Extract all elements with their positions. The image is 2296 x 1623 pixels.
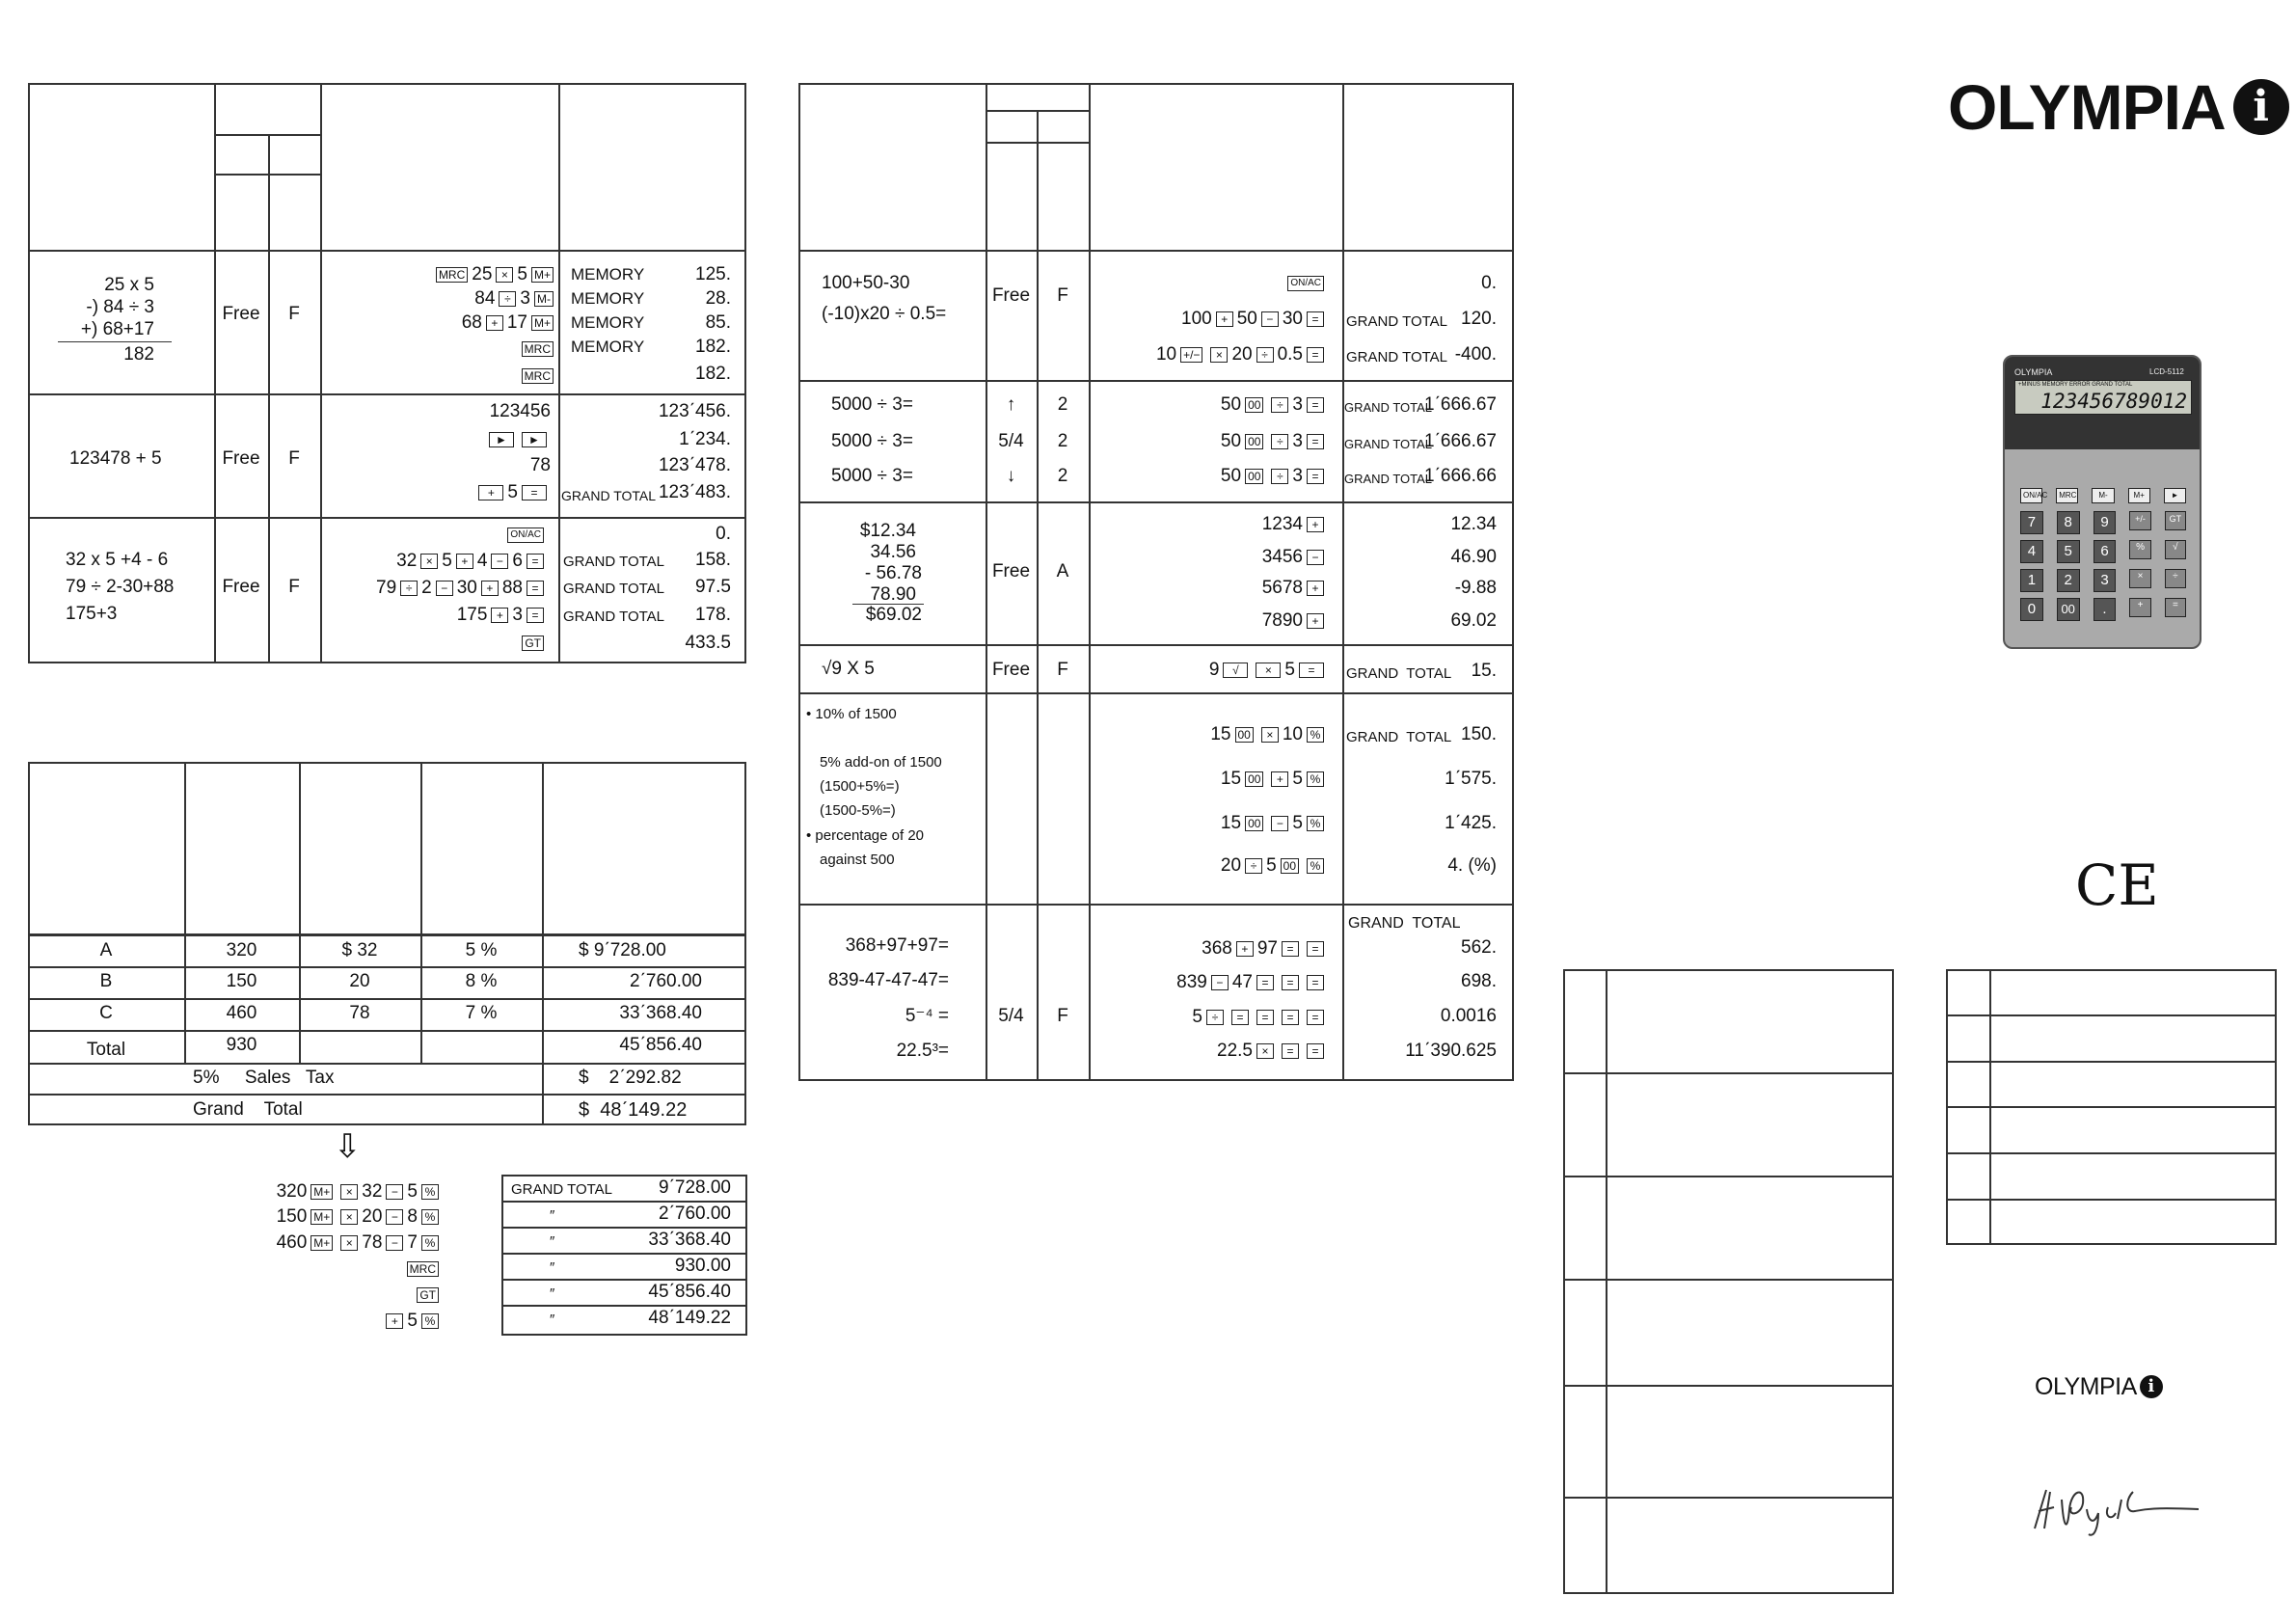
col2-value: Free <box>991 285 1031 306</box>
problem-line: 22.5³= <box>896 1041 949 1061</box>
disp-value: 33ˊ368.40 <box>648 1230 731 1250</box>
problem-line: 32 x 5 +4 - 6 <box>66 550 169 570</box>
problem-line: 34.56 <box>870 542 916 562</box>
disp-label: GRAND TOTAL <box>511 1181 613 1198</box>
col3-value: F <box>288 304 300 324</box>
problem-line: • percentage of 20 <box>806 827 925 844</box>
problem-line: (-10)x20 ÷ 0.5= <box>822 304 947 324</box>
cell: 20 <box>349 971 370 991</box>
calc-key: GT <box>2165 511 2186 530</box>
disp-value: 28. <box>705 288 731 309</box>
cell: C <box>99 1003 113 1023</box>
disp-value: 0. <box>1481 273 1497 293</box>
empty-table-1 <box>1563 969 1894 1594</box>
col2-value: Free <box>222 304 260 324</box>
disp-value: 2ˊ760.00 <box>658 1204 731 1224</box>
op-line: 22.5 × = = <box>1217 1040 1328 1063</box>
disp-value: 45ˊ856.40 <box>648 1282 731 1302</box>
calc-key: ON/AC <box>2020 488 2042 503</box>
op-line: 7890 + <box>1262 609 1328 633</box>
col2-value: Free <box>222 577 260 597</box>
op-line: 5 ÷ = = = = <box>1192 1006 1328 1029</box>
op-line: 320 M+ × 32 − 5 % <box>277 1180 443 1204</box>
op-line: 1234 + <box>1262 513 1328 536</box>
cell: 7 % <box>465 1003 498 1023</box>
problem-result: 182 <box>123 344 154 365</box>
calc-key: = <box>2165 598 2186 617</box>
op-line: 15 00 × 10 % <box>1210 723 1328 746</box>
disp-value: 1ˊ666.67 <box>1423 431 1497 451</box>
disp-value: 0. <box>716 524 731 544</box>
cell: 45ˊ856.40 <box>619 1035 702 1055</box>
ditto: ″ <box>550 1233 555 1250</box>
ditto: ″ <box>550 1259 555 1276</box>
disp-label: GRAND TOTAL <box>1346 349 1448 365</box>
problem-line: 79 ÷ 2-30+88 <box>66 577 175 597</box>
op-line: 123456 <box>489 401 551 421</box>
disp-value: 11ˊ390.625 <box>1405 1041 1497 1061</box>
calc-key: ► <box>2164 488 2186 503</box>
disp-value: 178. <box>695 605 731 625</box>
disp-header: GRAND TOTAL <box>1348 915 1461 932</box>
disp-value: 97.5 <box>695 577 731 597</box>
calc-display <box>2014 380 2192 415</box>
col3-value: F <box>1057 1006 1068 1026</box>
disp-value: 150. <box>1461 724 1497 744</box>
ce-mark: CE <box>2075 852 2159 918</box>
col3-value: 2 <box>1057 431 1068 451</box>
brand-mark-icon: i <box>2140 1375 2163 1398</box>
calc-key: × <box>2129 569 2150 588</box>
op-line: ON/AC <box>503 524 548 547</box>
problem-line: 175+3 <box>66 604 118 624</box>
disp-value: 1ˊ575. <box>1445 769 1497 789</box>
op-line: 9 √ × 5 = <box>1209 659 1328 682</box>
op-line: ON/AC <box>1283 272 1328 295</box>
col2-value: Free <box>991 561 1031 582</box>
op-line: 175 + 3 = <box>457 604 548 627</box>
ditto: ″ <box>550 1312 555 1328</box>
problem-line: against 500 <box>820 852 895 868</box>
disp-label: GRAND TOTAL <box>563 581 665 597</box>
disp-label: GRAND TOTAL <box>1346 729 1452 745</box>
op-line: 100 + 50 − 30 = <box>1181 308 1328 331</box>
col2-value: 5/4 <box>998 1006 1024 1026</box>
arrow-up-icon: ↑ <box>1006 394 1016 415</box>
col3-value: 2 <box>1057 394 1068 415</box>
calc-key: √ <box>2165 540 2186 559</box>
disp-value: 1ˊ234. <box>679 429 731 449</box>
problem-line: • 10% of 1500 <box>806 706 897 722</box>
problem-line: - 56.78 <box>864 563 922 583</box>
problem-line: (1500+5%=) <box>820 778 900 795</box>
op-line: 150 M+ × 20 − 8 % <box>277 1205 443 1229</box>
op-line: 15 00 − 5 % <box>1221 812 1328 835</box>
disp-value: -9.88 <box>1454 578 1497 598</box>
disp-value: 123ˊ478. <box>658 455 731 475</box>
op-line: 3456 − <box>1262 546 1328 569</box>
disp-value: 120. <box>1461 309 1497 329</box>
disp-label: GRAND TOTAL <box>1344 400 1433 415</box>
disp-value: 123ˊ456. <box>658 401 731 421</box>
calc-key: MRC <box>2056 488 2078 503</box>
op-line: MRC 25 × 5 M+ <box>432 263 557 286</box>
calc-key: 5 <box>2057 540 2080 563</box>
op-line: 460 M+ × 78 − 7 % <box>277 1231 443 1255</box>
arrow-down-icon: ⇩ <box>334 1128 362 1165</box>
disp-label: MEMORY <box>571 289 645 308</box>
disp-label: MEMORY <box>571 313 645 332</box>
col3-value: 2 <box>1057 466 1068 486</box>
problem-line: 368+97+97= <box>845 935 949 956</box>
calc-key: 1 <box>2020 569 2043 592</box>
op-line: + 5 % <box>382 1310 443 1333</box>
calc-key: 3 <box>2093 569 2117 592</box>
brand-name: OLYMPIA <box>2035 1373 2137 1400</box>
disp-value: 9ˊ728.00 <box>658 1177 731 1198</box>
tax-label: 5% Sales Tax <box>193 1068 335 1088</box>
cell: 150 <box>226 971 257 991</box>
op-line: 10 +/− × 20 ÷ 0.5 = <box>1156 343 1328 366</box>
problem-line: 5% add-on of 1500 <box>820 754 942 771</box>
cell: 5 % <box>465 940 498 960</box>
calc-key: 0 <box>2020 598 2043 621</box>
calc-key: 7 <box>2020 511 2043 534</box>
problem-line: √9 X 5 <box>822 659 875 679</box>
arrow-down-icon: ↓ <box>1006 466 1016 486</box>
disp-value: -400. <box>1454 344 1497 365</box>
problem-line: 123478 + 5 <box>69 448 162 469</box>
op-line: ► ► <box>485 428 551 451</box>
disp-value: 85. <box>705 312 731 333</box>
op-line: 32 × 5 + 4 − 6 = <box>396 550 548 573</box>
op-line: 50 00 ÷ 3 = <box>1221 393 1328 417</box>
tax-value: $ 2ˊ292.82 <box>579 1068 682 1088</box>
disp-value: 930.00 <box>674 1256 731 1276</box>
op-line: 5678 + <box>1262 577 1328 600</box>
calc-key: 8 <box>2057 511 2080 534</box>
calc-key: 2 <box>2057 569 2080 592</box>
calc-key: ÷ <box>2165 569 2186 588</box>
disp-value: 0.0016 <box>1440 1006 1497 1026</box>
disp-value: 433.5 <box>685 633 731 653</box>
op-line: 79 ÷ 2 − 30 + 88 = <box>376 577 548 600</box>
disp-value: 12.34 <box>1450 514 1497 534</box>
col3-value: F <box>288 577 300 597</box>
problem-result: $69.02 <box>865 605 922 625</box>
problem-line: $12.34 <box>859 521 916 541</box>
calc-key: % <box>2129 540 2150 559</box>
calc-key: M+ <box>2128 488 2150 503</box>
calc-indicators: +MINUS MEMORY ERROR GRAND TOTAL <box>2018 382 2133 388</box>
op-line: 839 − 47 = = = <box>1176 971 1328 994</box>
problem-line: 5⁻⁴ = <box>905 1006 949 1026</box>
disp-value: 4. (%) <box>1447 855 1497 876</box>
calc-key: 9 <box>2093 511 2117 534</box>
ditto: ″ <box>550 1285 555 1302</box>
col3-value: A <box>1056 561 1069 582</box>
problem-line: 100+50-30 <box>822 273 910 293</box>
op-line: + 5 = <box>474 481 551 504</box>
calc-key: . <box>2093 598 2117 621</box>
disp-label: GRAND TOTAL <box>1346 313 1448 330</box>
disp-value: 48ˊ149.22 <box>648 1308 731 1328</box>
disp-value: 158. <box>695 550 731 570</box>
disp-value: 125. <box>695 264 731 284</box>
disp-label: GRAND TOTAL <box>1344 437 1433 451</box>
ditto: ″ <box>550 1207 555 1224</box>
disp-value: 182. <box>695 337 731 357</box>
problem-line: (1500-5%=) <box>820 802 896 819</box>
problem-line: 839-47-47-47= <box>827 970 949 990</box>
cell: B <box>99 971 113 991</box>
cell: Total <box>86 1040 126 1060</box>
brand-logo-small <box>2035 1373 2163 1400</box>
cell: A <box>99 940 113 960</box>
disp-label: MEMORY <box>571 265 645 284</box>
disp-label: MEMORY <box>571 338 645 356</box>
op-line: MRC <box>518 338 557 361</box>
calc-key: 00 <box>2057 598 2080 621</box>
grand-label: Grand Total <box>193 1099 303 1120</box>
op-line: 20 ÷ 5 00 % <box>1221 854 1328 878</box>
problem-line: 5000 ÷ 3= <box>831 431 913 451</box>
calc-key: 6 <box>2093 540 2117 563</box>
problem-line: 78.90 <box>870 584 916 605</box>
col2-value: 5/4 <box>998 431 1024 451</box>
cell: 78 <box>349 1003 370 1023</box>
disp-label: GRAND TOTAL <box>1344 472 1433 486</box>
problem-line: 25 x 5 <box>104 275 154 295</box>
disp-value: 1ˊ666.67 <box>1423 394 1497 415</box>
disp-label: GRAND TOTAL <box>563 554 665 570</box>
disp-value: 562. <box>1461 937 1497 958</box>
op-line: 68 + 17 M+ <box>462 311 557 335</box>
problem-line: 5000 ÷ 3= <box>831 466 913 486</box>
cell: $ 9ˊ728.00 <box>579 940 666 960</box>
grand-value: $ 48ˊ149.22 <box>579 1099 688 1121</box>
col2-value: Free <box>222 448 260 469</box>
disp-value: 46.90 <box>1450 547 1497 567</box>
cell: 460 <box>226 1003 257 1023</box>
op-line: 15 00 + 5 % <box>1221 768 1328 791</box>
disp-label: GRAND TOTAL <box>561 488 657 503</box>
disp-label: GRAND TOTAL <box>1346 665 1452 682</box>
calc-brand: OLYMPIA <box>2014 367 2053 377</box>
disp-value: 69.02 <box>1450 610 1497 631</box>
disp-value: 1ˊ425. <box>1445 813 1497 833</box>
disp-value: 1ˊ666.66 <box>1423 466 1497 486</box>
op-line: 78 <box>529 455 551 475</box>
cell: 8 % <box>465 971 498 991</box>
disp-value: 182. <box>695 364 731 384</box>
cell: $ 32 <box>341 940 378 960</box>
op-line: 84 ÷ 3 M- <box>474 287 557 311</box>
calc-keypad <box>2016 488 2190 621</box>
op-line: GT <box>518 632 548 655</box>
op-line: MRC <box>518 365 557 388</box>
op-line: 50 00 ÷ 3 = <box>1221 430 1328 453</box>
signature <box>2025 1471 2208 1538</box>
disp-value: 123ˊ483. <box>658 482 731 502</box>
cell: 2ˊ760.00 <box>629 971 702 991</box>
cell: 320 <box>226 940 257 960</box>
brand-logo <box>1948 73 2289 141</box>
col2-value: Free <box>991 660 1031 680</box>
brand-mark-icon: i <box>2233 79 2289 135</box>
problem-line: 5000 ÷ 3= <box>831 394 913 415</box>
calc-key: +/- <box>2129 511 2150 530</box>
disp-value: 15. <box>1471 661 1497 681</box>
brand-name: OLYMPIA <box>1948 71 2226 143</box>
col3-value: F <box>288 448 300 469</box>
calc-key: 4 <box>2020 540 2043 563</box>
problem-line: +) 68+17 <box>80 319 154 339</box>
disp-value: 698. <box>1461 971 1497 991</box>
col3-value: F <box>1057 285 1068 306</box>
calc-key: M- <box>2092 488 2114 503</box>
cell: 33ˊ368.40 <box>619 1003 702 1023</box>
cell: 930 <box>226 1035 257 1055</box>
op-line: MRC <box>403 1258 443 1281</box>
disp-label: GRAND TOTAL <box>563 609 665 625</box>
calculator-image <box>2003 355 2201 649</box>
col3-value: F <box>1057 660 1068 680</box>
op-line: 368 + 97 = = <box>1202 937 1328 960</box>
calc-key: + <box>2129 598 2150 617</box>
calc-display-digits: 123456789012 <box>2040 390 2187 413</box>
calc-model: LCD-5112 <box>2149 367 2184 376</box>
op-line: GT <box>413 1284 443 1307</box>
problem-line: -) 84 ÷ 3 <box>86 297 154 317</box>
op-line: 50 00 ÷ 3 = <box>1221 465 1328 488</box>
